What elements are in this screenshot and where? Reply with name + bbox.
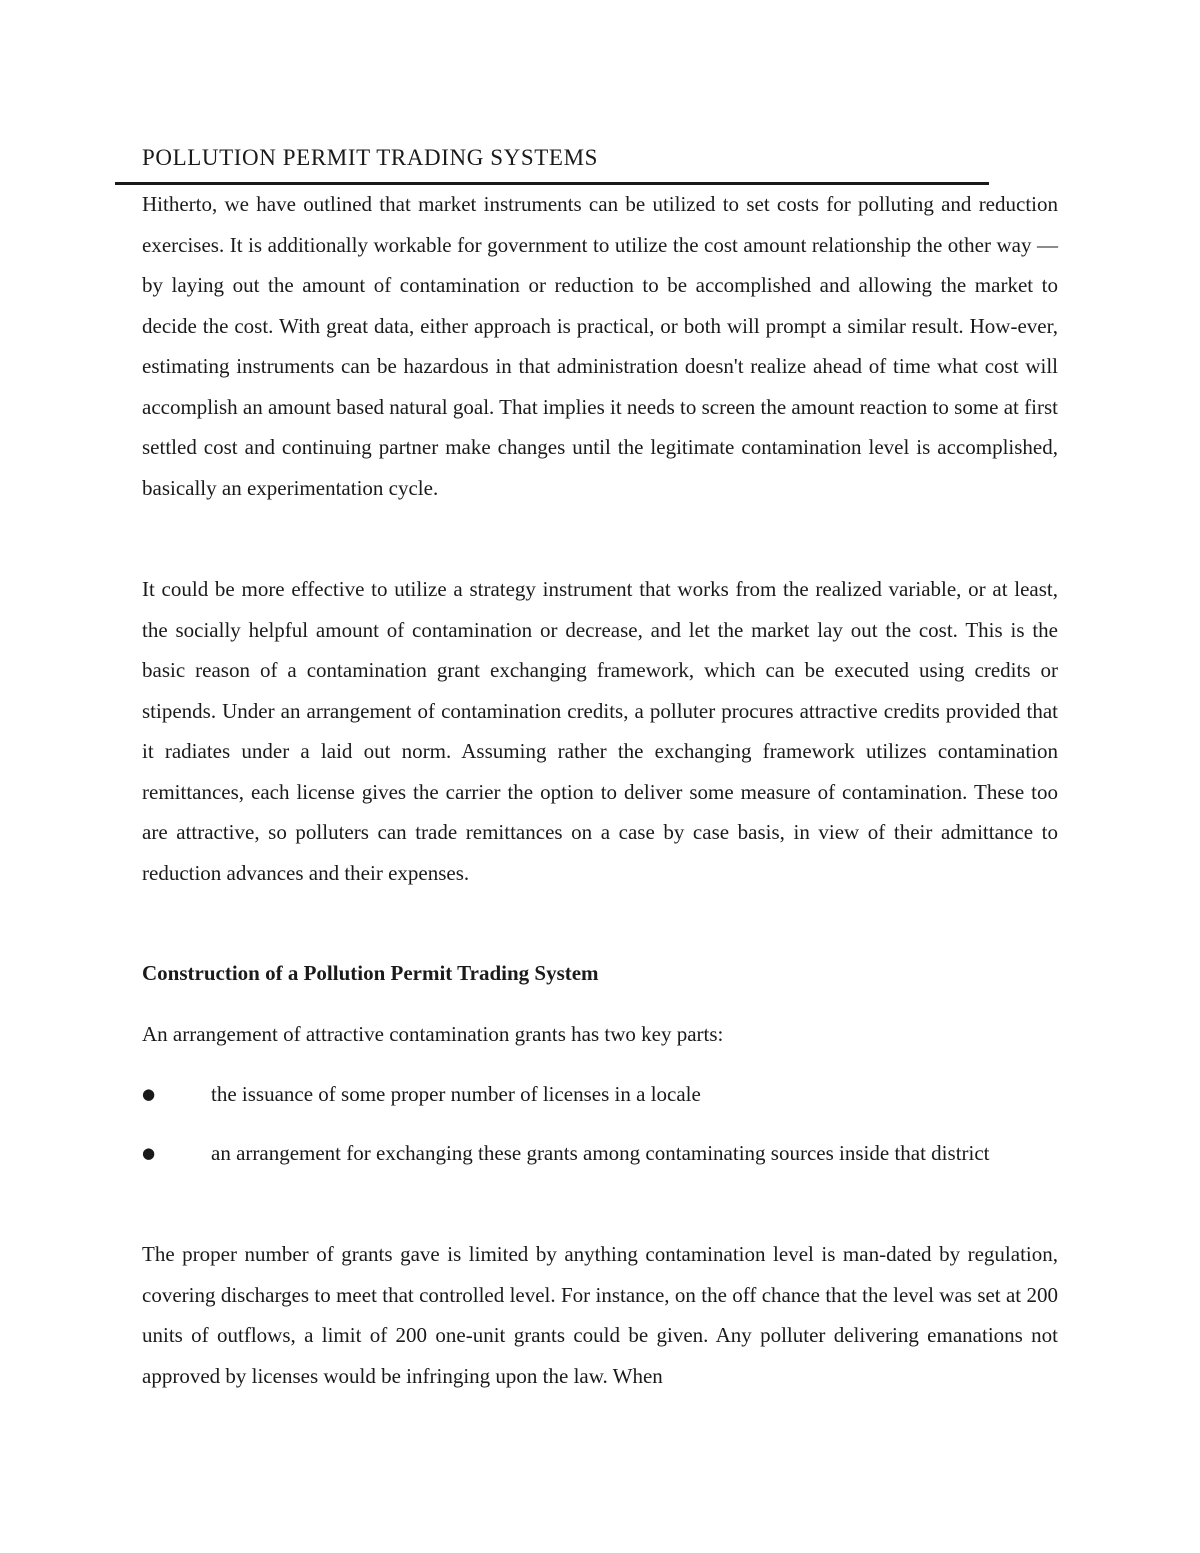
bullet-icon: ● — [142, 1144, 156, 1162]
paragraph-3: The proper number of grants gave is limited by anything contamination level is man-dated by regulation, covering discharges to meet that controlled level. For instance, on the off chance that the level was set at 200 units of outflows, a limit of 200 one-unit grants could be given. Any polluter delivering emanations not approved by licenses would be infringing upon the law. When — [142, 1242, 1058, 1388]
list-item — [142, 1074, 1058, 1115]
bullet-icon: ● — [142, 1085, 156, 1103]
document-title: POLLUTION PERMIT TRADING SYSTEMS — [142, 145, 599, 170]
paragraph-1: Hitherto, we have outlined that market instruments can be utilized to set costs for polluting and reduction exercises. It is additionally workable for government to utilize the cost amount relationship the other way — by laying out the amount of contamination or reduction to be accomplished and allowing the market to decide the cost. With great data, either approach is practical, or both will prompt a similar result. How-ever, estimating instruments can be hazardous in that administration doesn't realize ahead of time what cost will accomplish an amount based natural goal. That implies it needs to screen the amount reaction to some at first settled cost and continuing partner make changes until the legitimate contamination level is accomplished, basically an experimentation cycle. — [142, 192, 1058, 500]
list-intro: An arrangement of attractive contamination grants has two key parts: — [142, 1022, 724, 1046]
list-item-text: the issuance of some proper number of licenses in a locale — [211, 1082, 701, 1106]
section-heading: Construction of a Pollution Permit Trading System — [142, 961, 599, 985]
paragraph-2: It could be more effective to utilize a strategy instrument that works from the realized variable, or at least, the socially helpful amount of contamination or decrease, and let the market lay out the cost. This is the basic reason of a contamination grant exchanging framework, which can be executed using credits or stipends. Under an arrangement of contamination credits, a polluter procures attractive credits provided that it radiates under a laid out norm. Assuming rather the exchanging framework utilizes contamination remittances, each license gives the carrier the option to deliver some measure of contamination. These too are attractive, so polluters can trade remittances on a case by case basis, in view of their admittance to reduction advances and their expenses. — [142, 577, 1058, 885]
list-item — [142, 1133, 1058, 1174]
list-item-text: an arrangement for exchanging these grants among contaminating sources inside that district — [211, 1141, 990, 1165]
